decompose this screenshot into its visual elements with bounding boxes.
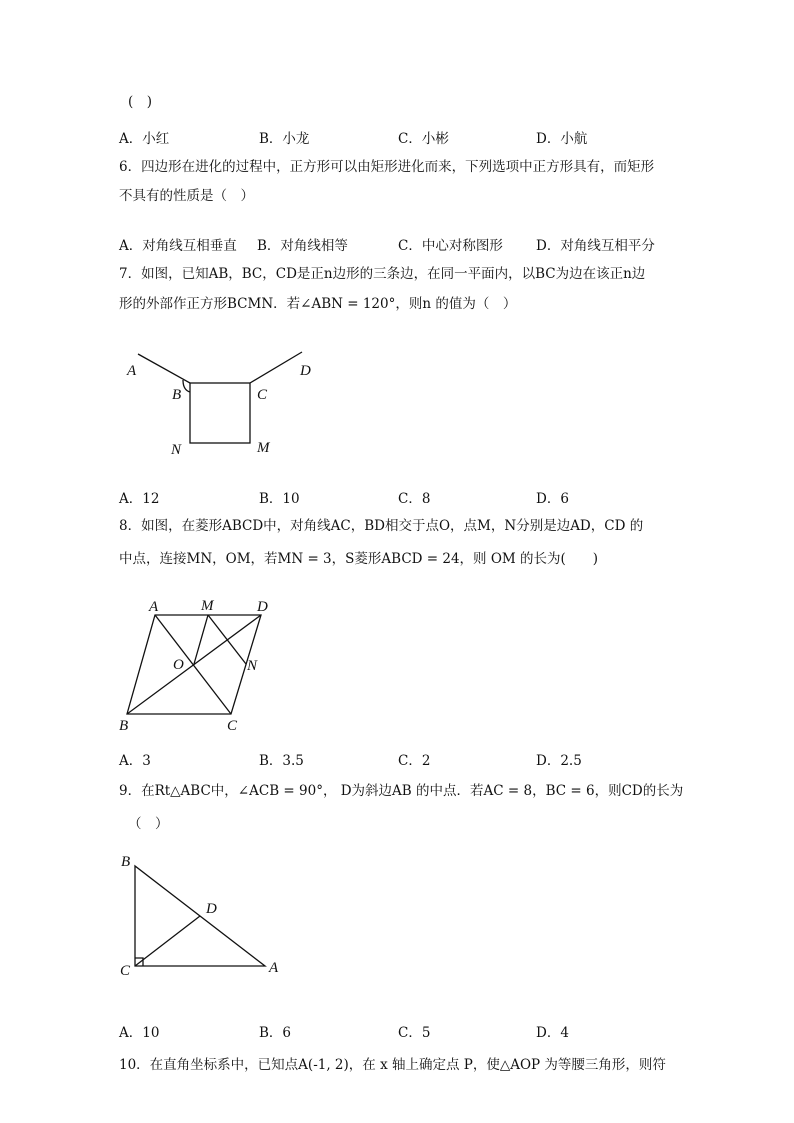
q7-label-c: C bbox=[257, 387, 268, 403]
q8-label-o: O bbox=[173, 657, 184, 673]
q5-option-b[interactable]: B．小龙 bbox=[259, 131, 310, 147]
q7-label-n: N bbox=[171, 442, 182, 458]
q9-label-c: C bbox=[120, 963, 131, 979]
q9-options bbox=[119, 1021, 679, 1041]
q8-label-b: B bbox=[119, 718, 129, 734]
q6-option-d[interactable]: D．对角线互相平分 bbox=[536, 238, 655, 254]
q5-paren: ( ) bbox=[128, 94, 153, 110]
q7-label-b: B bbox=[172, 387, 182, 403]
q9-label-a: A bbox=[269, 960, 279, 976]
q5-option-d[interactable]: D．小航 bbox=[536, 131, 588, 147]
q7-option-d[interactable]: D．6 bbox=[536, 491, 569, 507]
q5-option-a[interactable]: A．小红 bbox=[119, 131, 170, 147]
q7-option-b[interactable]: B．10 bbox=[259, 491, 300, 507]
q9-label-d: D bbox=[206, 901, 217, 917]
q7-option-c[interactable]: C．8 bbox=[398, 491, 431, 507]
q7-stem-line2: 形的外部作正方形BCMN．若∠ABN = 120°，则n 的值为（ ） bbox=[119, 296, 517, 312]
q10-stem-line1: 10．在直角坐标系中，已知点A(-1, 2)，在 x 轴上确定点 P，使△AOP 为等腰三角形，则符 bbox=[119, 1057, 666, 1073]
q8-option-c[interactable]: C．2 bbox=[398, 753, 431, 769]
q7-label-d: D bbox=[300, 363, 311, 379]
q7-stem-line1: 7．如图，已知AB，BC，CD是正n边形的三条边，在同一平面内，以BC为边在该正n边 bbox=[119, 266, 646, 282]
q8-label-n: N bbox=[247, 658, 258, 674]
q6-stem-line2: 不具有的性质是（ ） bbox=[119, 188, 254, 204]
q6-option-c[interactable]: C．中心对称图形 bbox=[398, 238, 503, 254]
q9-stem-line2: （ ） bbox=[128, 816, 169, 832]
q8-label-a: A bbox=[149, 599, 159, 615]
q9-label-b: B bbox=[121, 854, 131, 870]
q9-option-d[interactable]: D．4 bbox=[536, 1025, 569, 1041]
q6-stem-line1: 6．四边形在进化的过程中，正方形可以由矩形进化而来，下列选项中正方形具有，而矩形 bbox=[119, 159, 655, 175]
q8-label-d: D bbox=[257, 599, 268, 615]
q7-label-m: M bbox=[257, 440, 270, 456]
q5-option-c[interactable]: C．小彬 bbox=[398, 131, 449, 147]
q8-option-a[interactable]: A．3 bbox=[119, 753, 151, 769]
q8-label-c: C bbox=[227, 718, 238, 734]
q8-option-d[interactable]: D．2.5 bbox=[536, 753, 582, 769]
q7-option-a[interactable]: A．12 bbox=[119, 491, 160, 507]
q9-option-a[interactable]: A．10 bbox=[119, 1025, 160, 1041]
q7-label-a: A bbox=[127, 363, 137, 379]
q8-stem-line1: 8．如图，在菱形ABCD中，对角线AC，BD相交于点O，点M，N分别是边AD，CD 的 bbox=[119, 518, 644, 534]
q9-option-b[interactable]: B．6 bbox=[259, 1025, 292, 1041]
q6-option-b[interactable]: B．对角线相等 bbox=[257, 238, 348, 254]
q6-option-a[interactable]: A．对角线互相垂直 bbox=[119, 238, 237, 254]
q8-option-b[interactable]: B．3.5 bbox=[259, 753, 304, 769]
q9-option-c[interactable]: C．5 bbox=[398, 1025, 431, 1041]
q8-label-m: M bbox=[201, 598, 214, 614]
q9-median-cd bbox=[135, 916, 200, 966]
q8-stem-line2: 中点，连接MN，OM，若MN = 3，S菱形ABCD = 24，则 OM 的长为( ) bbox=[119, 551, 599, 567]
q9-stem-line1: 9．在Rt△ABC中，∠ACB = 90°， D为斜边AB 的中点．若AC = 8，BC = 6，则CD的长为 bbox=[119, 783, 684, 799]
